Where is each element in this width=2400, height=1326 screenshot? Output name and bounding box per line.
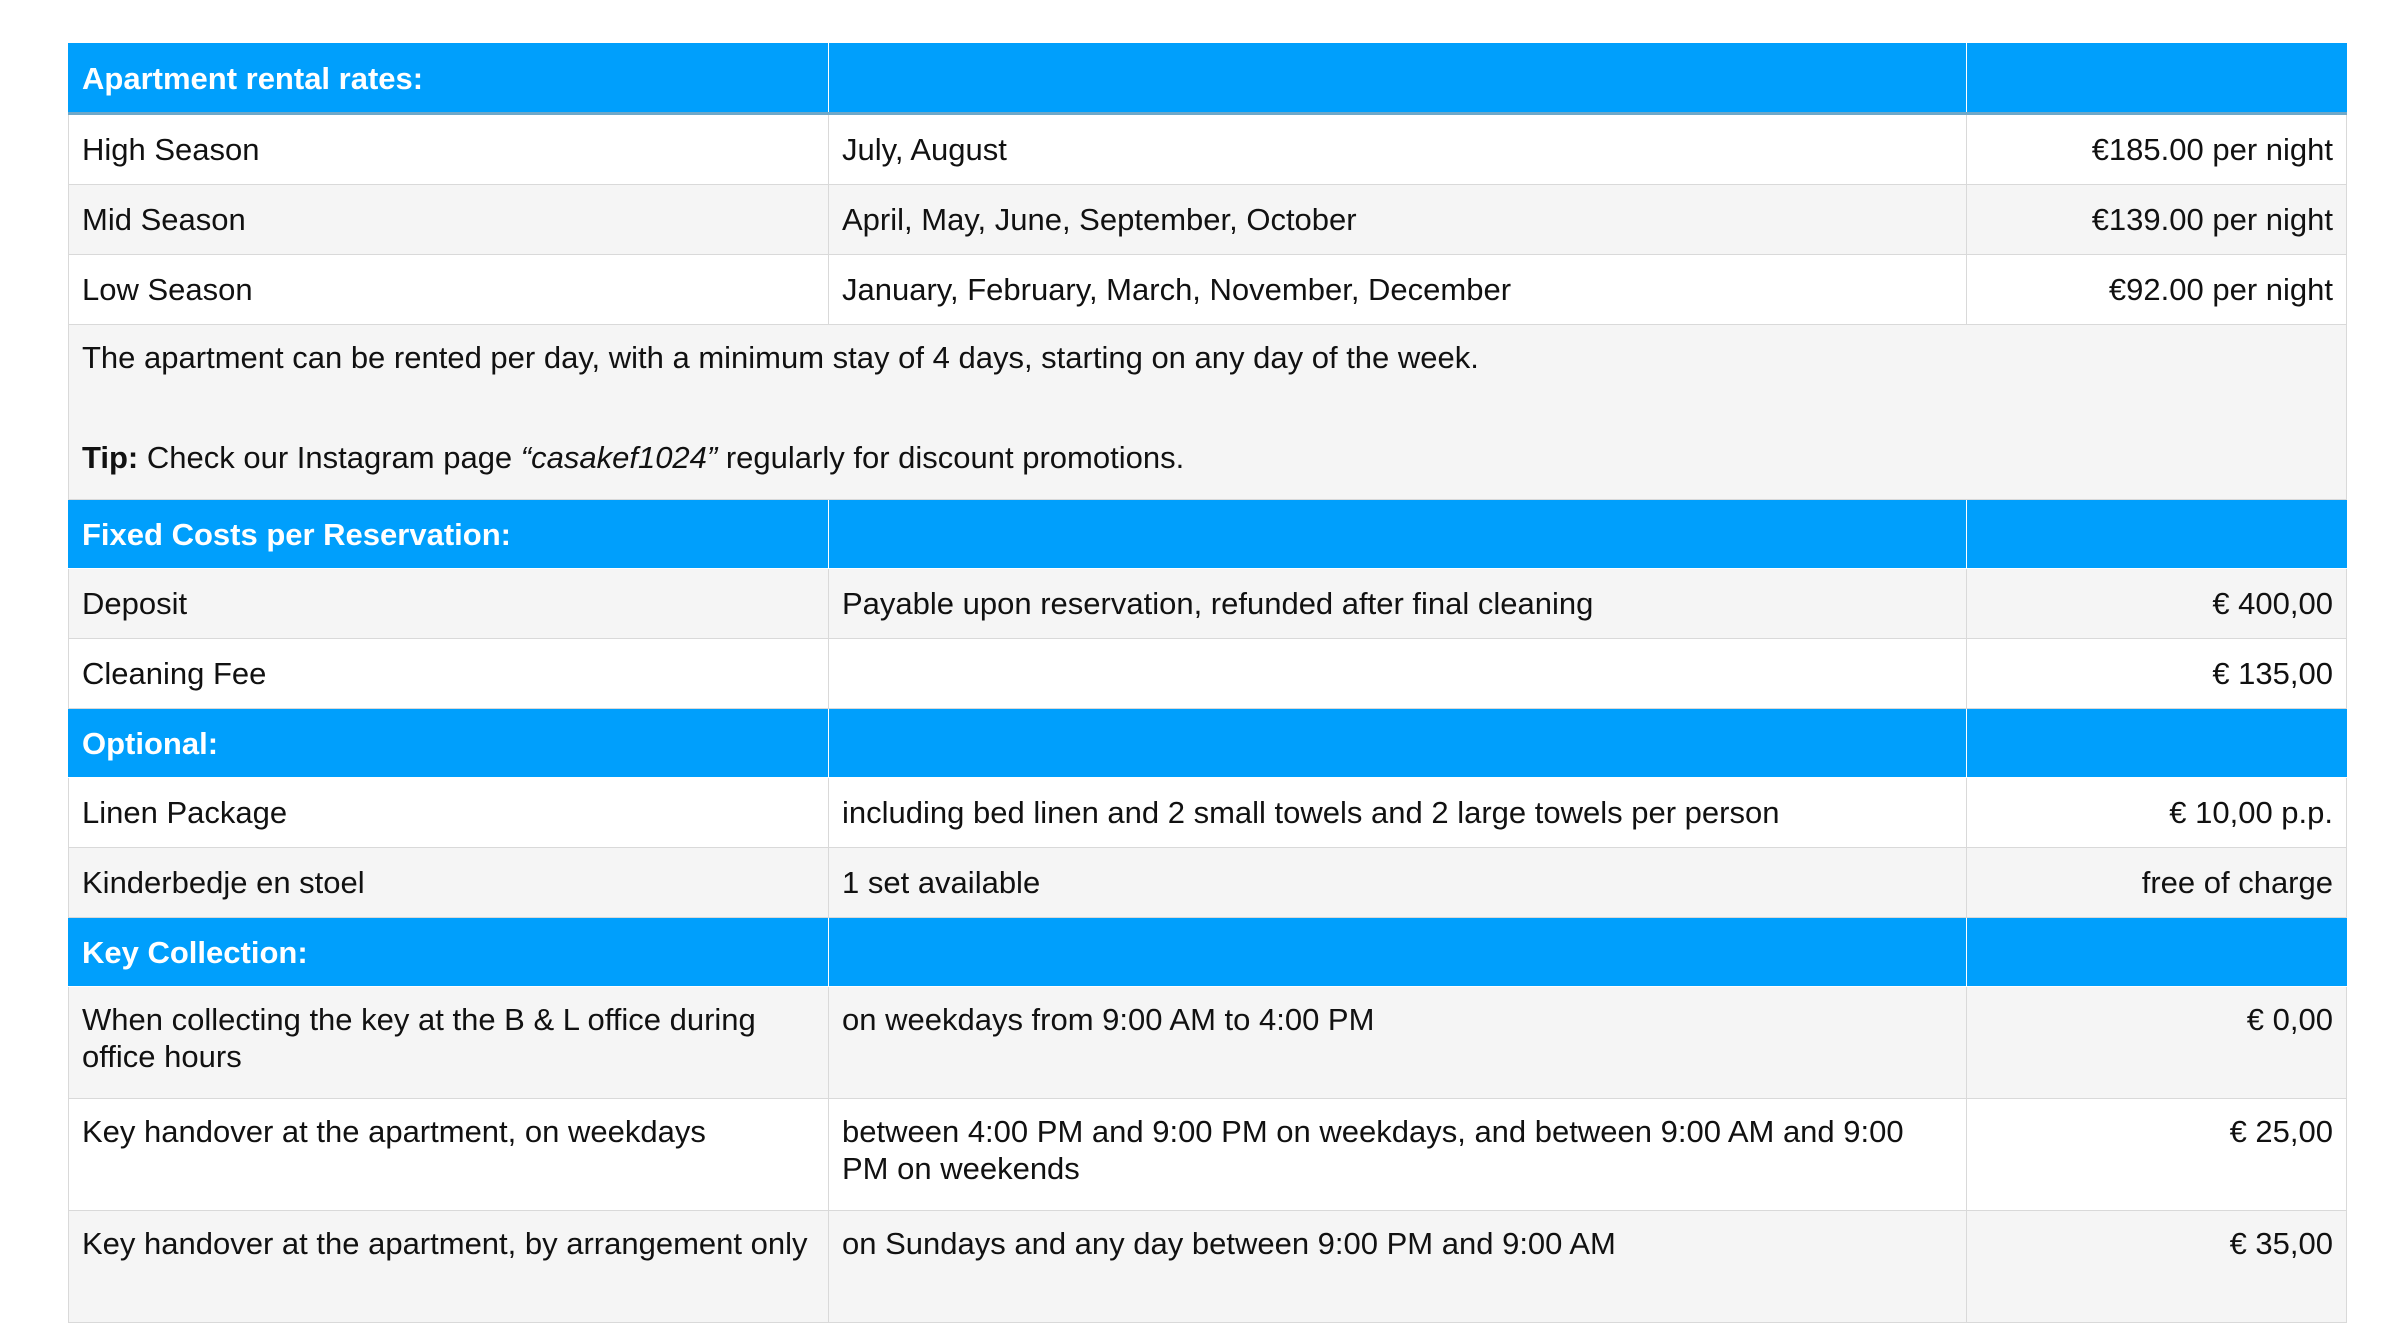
- season-months: April, May, June, September, October: [829, 185, 1967, 255]
- rental-note-cell: [69, 325, 2347, 500]
- header-empty-cell: [1967, 918, 2347, 987]
- season-label: Low Season: [69, 255, 829, 325]
- option-price: free of charge: [1967, 848, 2347, 918]
- cost-label: Deposit: [69, 569, 829, 639]
- tip-label: Tip:: [82, 440, 139, 475]
- key-option-detail: on Sundays and any day between 9:00 PM and 9:00 AM: [829, 1211, 1967, 1323]
- section-title: Key Collection:: [69, 918, 829, 987]
- cost-label: Cleaning Fee: [69, 639, 829, 709]
- key-option-detail: on weekdays from 9:00 AM to 4:00 PM: [829, 987, 1967, 1099]
- season-price: €185.00 per night: [1967, 114, 2347, 185]
- table-row: [69, 569, 2347, 639]
- table-row: [69, 848, 2347, 918]
- key-option-label: Key handover at the apartment, by arrangement only: [69, 1211, 829, 1323]
- cost-price: € 135,00: [1967, 639, 2347, 709]
- season-months: July, August: [829, 114, 1967, 185]
- table-row: [69, 1099, 2347, 1211]
- season-price: €92.00 per night: [1967, 255, 2347, 325]
- header-empty-cell: [1967, 500, 2347, 569]
- key-option-label: Key handover at the apartment, on weekdays: [69, 1099, 829, 1211]
- option-detail: 1 set available: [829, 848, 1967, 918]
- header-empty-cell: [829, 918, 1967, 987]
- header-empty-cell: [829, 44, 1967, 114]
- option-detail: including bed linen and 2 small towels and 2 large towels per person: [829, 778, 1967, 848]
- section-header-optional: [69, 709, 2347, 778]
- key-option-detail: between 4:00 PM and 9:00 PM on weekdays, and between 9:00 AM and 9:00 PM on weekends: [829, 1099, 1967, 1211]
- option-label: Linen Package: [69, 778, 829, 848]
- season-price: €139.00 per night: [1967, 185, 2347, 255]
- instagram-handle: “casakef1024”: [520, 440, 718, 475]
- option-price: € 10,00 p.p.: [1967, 778, 2347, 848]
- tip-text-before: Check our Instagram page: [138, 440, 521, 475]
- table-row: [69, 255, 2347, 325]
- key-option-label: When collecting the key at the B & L office during office hours: [69, 987, 829, 1099]
- cost-price: € 400,00: [1967, 569, 2347, 639]
- header-empty-cell: [1967, 44, 2347, 114]
- section-header-key-collection: [69, 918, 2347, 987]
- cost-detail: [829, 639, 1967, 709]
- instagram-tip: [82, 439, 2333, 476]
- header-empty-cell: [829, 500, 1967, 569]
- section-title: Apartment rental rates:: [69, 44, 829, 114]
- section-title: Optional:: [69, 709, 829, 778]
- table-row: [69, 778, 2347, 848]
- header-empty-cell: [1967, 709, 2347, 778]
- rental-rates-table: [68, 43, 2347, 1323]
- table-row: [69, 185, 2347, 255]
- key-option-price: € 0,00: [1967, 987, 2347, 1099]
- key-option-price: € 35,00: [1967, 1211, 2347, 1323]
- season-months: January, February, March, November, December: [829, 255, 1967, 325]
- table-row: [69, 1211, 2347, 1323]
- table-row: [69, 987, 2347, 1099]
- table-row: [69, 114, 2347, 185]
- section-header-rates: [69, 44, 2347, 114]
- header-empty-cell: [829, 709, 1967, 778]
- tip-text-after: regularly for discount promotions.: [717, 440, 1185, 475]
- option-label: Kinderbedje en stoel: [69, 848, 829, 918]
- key-option-price: € 25,00: [1967, 1099, 2347, 1211]
- table-row: [69, 639, 2347, 709]
- rental-note-row: [69, 325, 2347, 500]
- minimum-stay-note: The apartment can be rented per day, with a minimum stay of 4 days, starting on any day of the week.: [82, 340, 1479, 375]
- cost-detail: Payable upon reservation, refunded after final cleaning: [829, 569, 1967, 639]
- season-label: High Season: [69, 114, 829, 185]
- section-header-fixed-costs: [69, 500, 2347, 569]
- section-title: Fixed Costs per Reservation:: [69, 500, 829, 569]
- season-label: Mid Season: [69, 185, 829, 255]
